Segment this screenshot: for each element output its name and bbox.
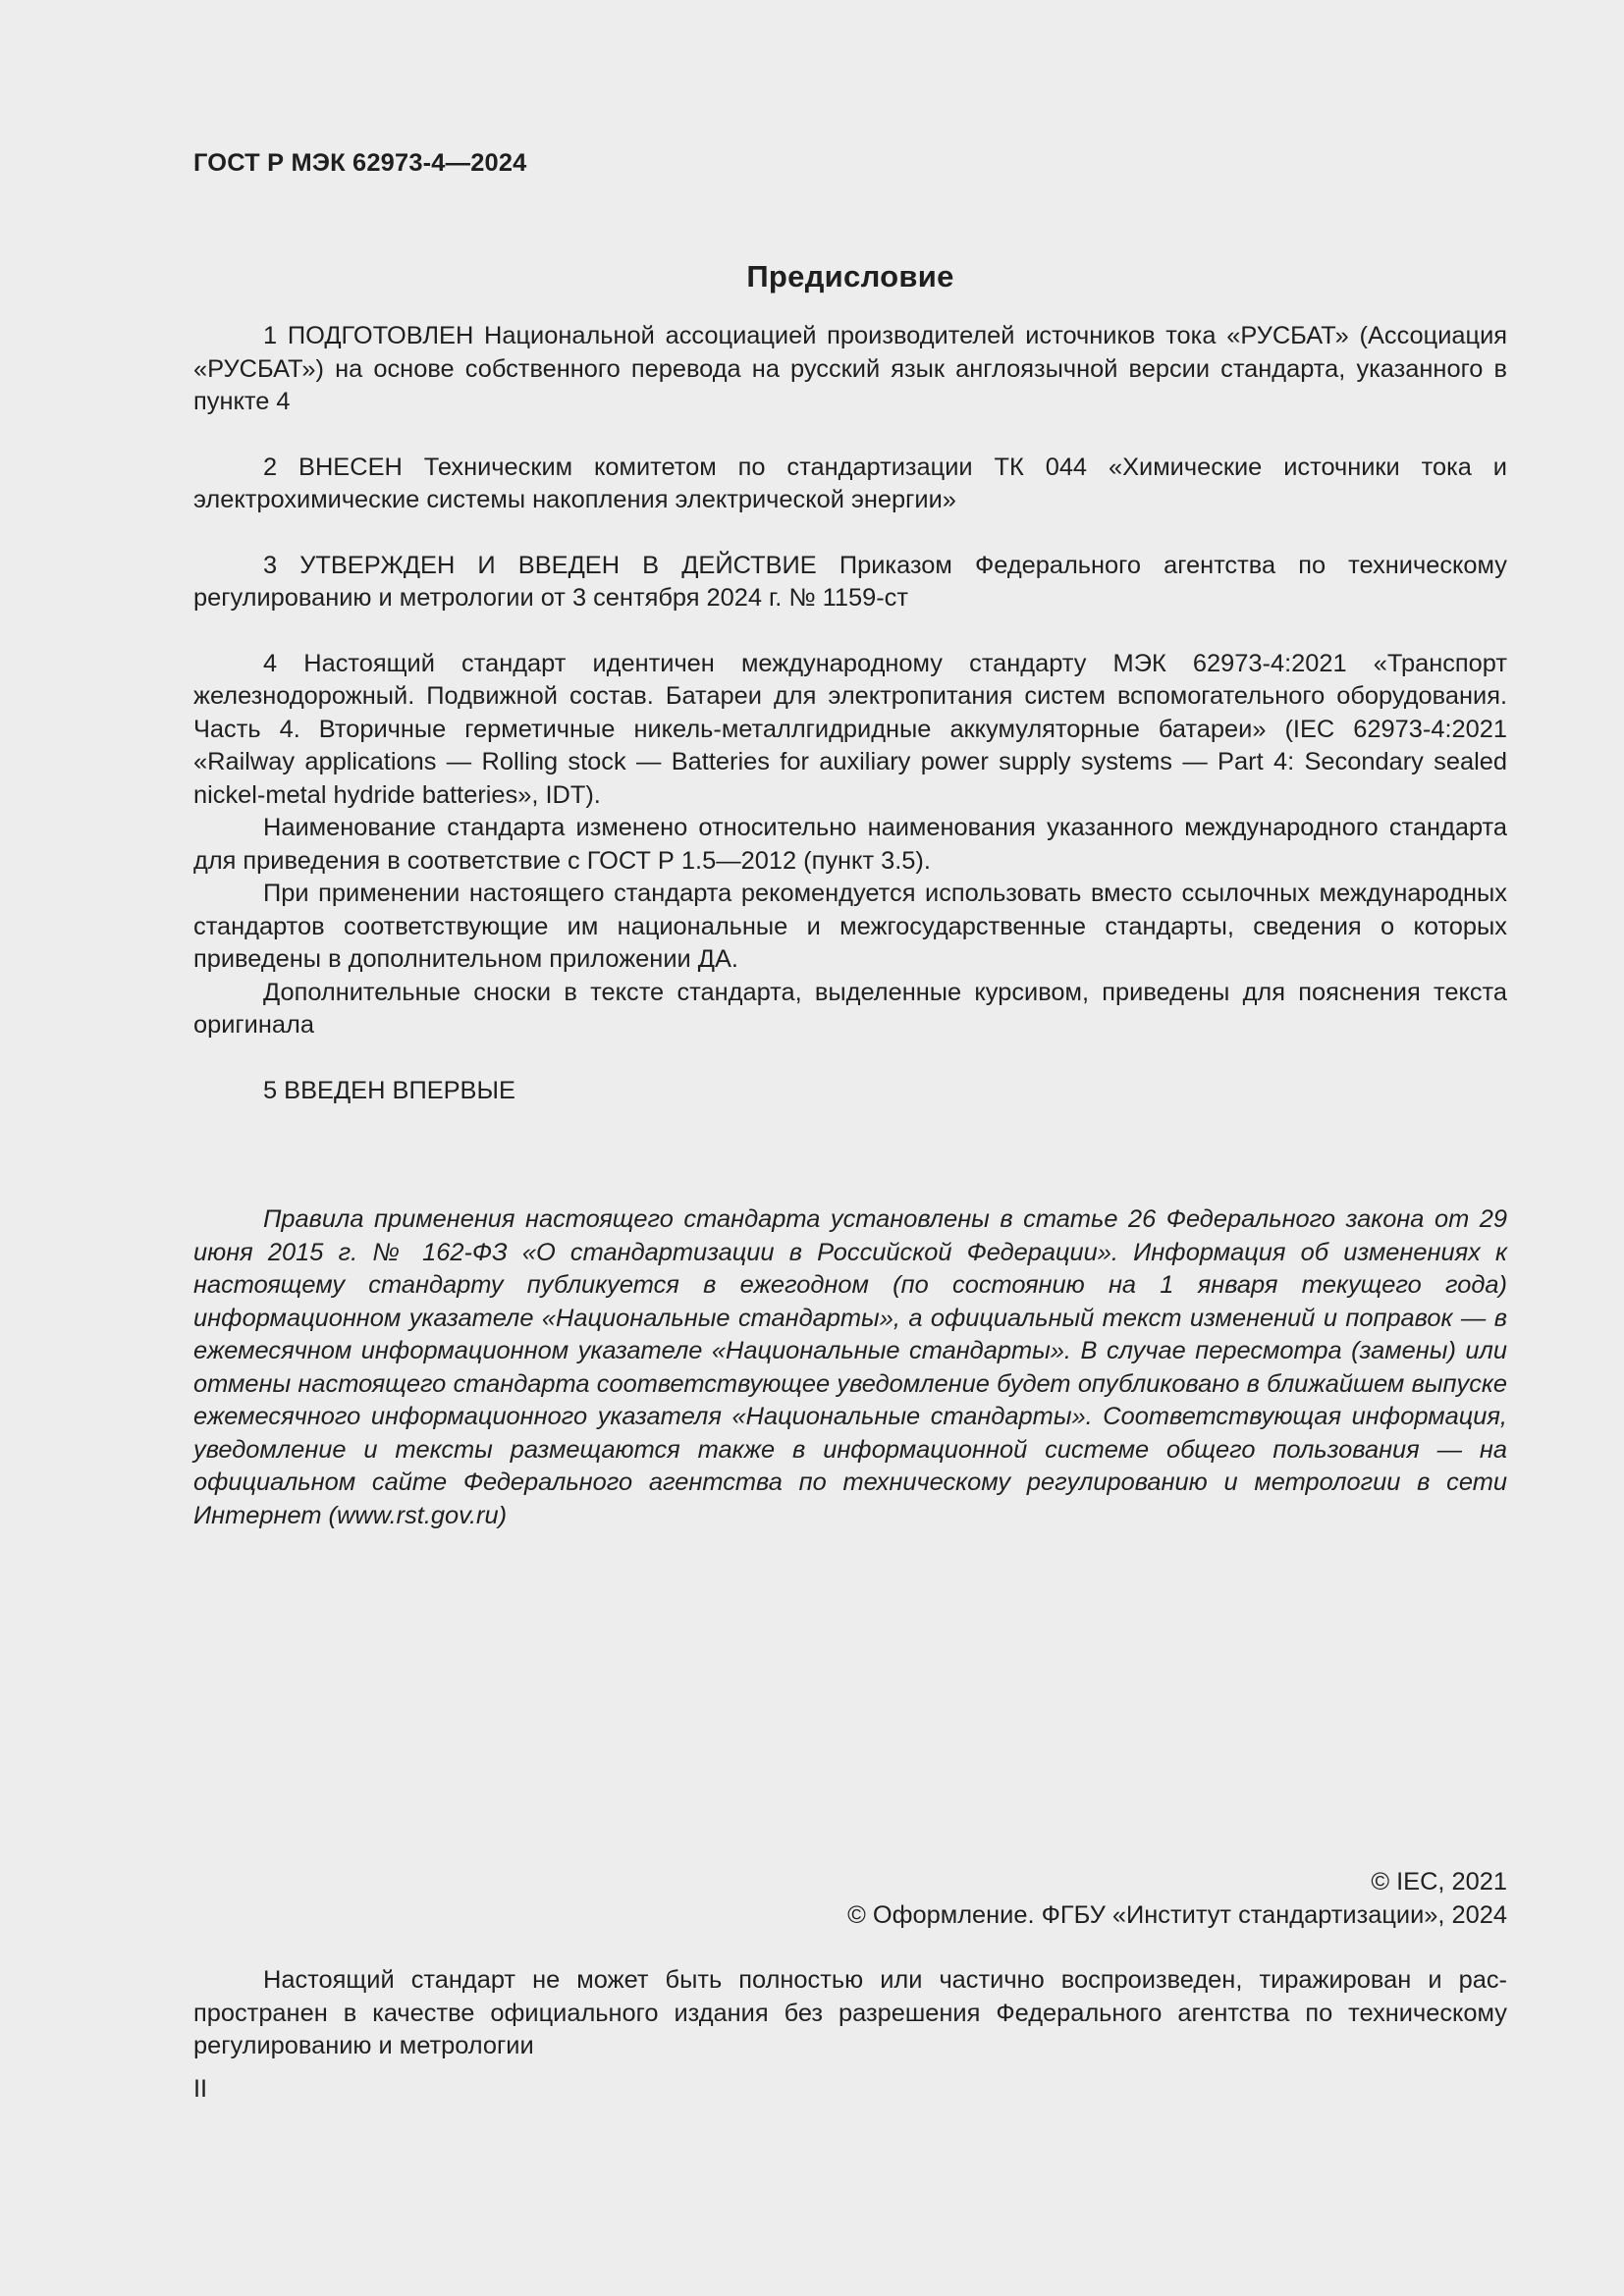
- preface-item-2-block: [193, 452, 1507, 517]
- copyright-block: [193, 1866, 1507, 1932]
- preface-item-4-title-note: Наименование стандарта изменено относительно наименования указанного международного стандарта для приведения в соответствие с ГОСТ Р 1.5—2012 (пункт 3.5).: [193, 814, 1507, 875]
- preface-item-2: 2 ВНЕСЕН Техническим комитетом по стандартизации ТК 044 «Химические источники тока и электрохимические системы накопления электрической энергии»: [193, 453, 1507, 513]
- iec-copyright: © IEC, 2021: [1371, 1868, 1507, 1896]
- legal-notice: Настоящий стандарт не может быть полностью или частично воспроизведен, тиражирован и распространен в качестве официального издания без разрешения Федерального агентства по техническому регулированию и метрологии: [193, 1966, 1507, 2059]
- application-rules-notice-block: [193, 1203, 1507, 1532]
- preface-item-1: 1 ПОДГОТОВЛЕН Национальной ассоциацией производителей источников тока «РУСБАТ» (Ассоциация «РУСБАТ») на основе собственного перевода на русский язык англоязычной версии стандарта, указанного в пункте 4: [193, 322, 1507, 415]
- preface-item-4: 4 Настоящий стандарт идентичен международному стандарту МЭК 62973-4:2021 «Транспорт железнодорожный. Подвижной состав. Батареи для электропитания систем вспомогательного оборудования. Часть 4. Вторичные герметичные никель-металлгидридные аккумуляторные батареи» (IEC 62973-4:2021 «Railway applications — Rolling stock — Batteries for auxiliary power supply systems — Part 4: Secondary sealed nickel-metal hydride batteries», IDT).: [193, 649, 1507, 809]
- legal-notice-block: [193, 1964, 1507, 2063]
- page-content: [193, 147, 1507, 1532]
- preface-item-4-references-note: При применении настоящего стандарта рекомендуется использовать вместо ссылочных международных стандартов соответствующие им национальные и межгосударственные стандарты, сведения о которых приведены в дополнительном приложении ДА.: [193, 880, 1507, 973]
- page-number: II: [193, 2075, 208, 2103]
- document-code: ГОСТ Р МЭК 62973-4—2024: [193, 149, 527, 177]
- preface-item-4-block: [193, 648, 1507, 1042]
- preface-item-1-block: [193, 320, 1507, 419]
- application-rules-notice: Правила применения настоящего стандарта установлены в статье 26 Федерального закона от 29 июня 2015 г. № 162-ФЗ «О стандартизации в Российской Федерации». Информация об изменениях к настоящему стандарту публикуется в ежегодном (по состоянию на 1 января текущего года) информационном указателе «Национальные стандарты», а официальный текст изменений и поправок — в ежемесячном информационном указателе «Национальные стандарты». В случае пересмотра (замены) или отмены настоящего стандарта соответствующее уведомление будет опубликовано в ближайшем выпуске ежемесячного информационного указателя «Национальные стандарты». Соответствующая информация, уведомление и тексты размещаются также в информационной системе общего пользования — на официальном сайте Федерального агентства по техническому регулированию и метрологии в сети Интернет (www.rst.gov.ru): [193, 1205, 1507, 1529]
- preface-item-5-block: [193, 1075, 1507, 1108]
- preface-item-5: 5 ВВЕДЕН ВПЕРВЫЕ: [263, 1076, 515, 1104]
- preface-title: Предисловие: [746, 259, 954, 294]
- design-copyright: © Оформление. ФГБУ «Институт стандартизации», 2024: [847, 1900, 1507, 1929]
- preface-item-3: 3 УТВЕРЖДЕН И ВВЕДЕН В ДЕЙСТВИЕ Приказом Федерального агентства по техническому регулированию и метрологии от 3 сентября 2024 г. № 1159-ст: [193, 551, 1507, 612]
- preface-item-4-footnotes-note: Дополнительные сноски в тексте стандарта, выделенные курсивом, приведены для пояснения текста оригинала: [193, 978, 1507, 1039]
- preface-item-3-block: [193, 550, 1507, 615]
